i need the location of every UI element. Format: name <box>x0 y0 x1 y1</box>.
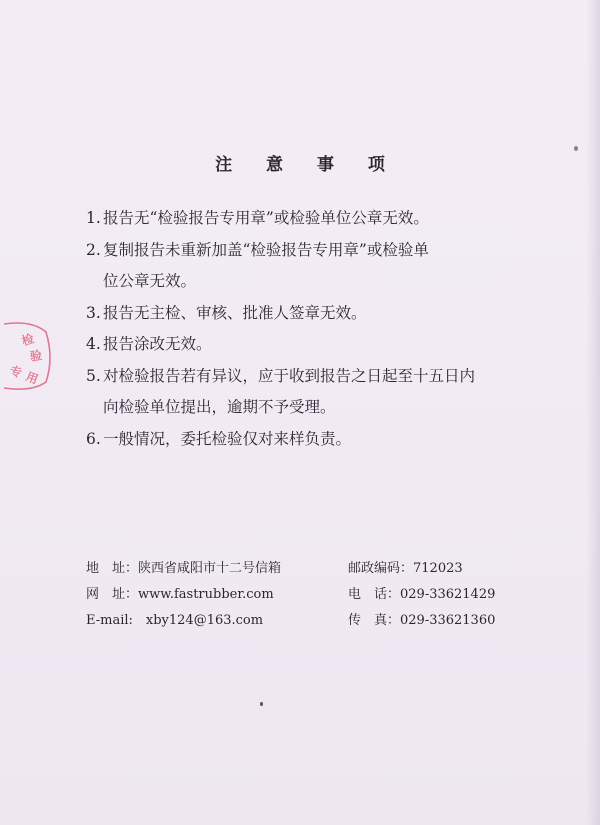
list-item <box>86 361 506 424</box>
list-item <box>86 424 506 456</box>
email-text: E-mail: xby124@163.com <box>86 613 264 628</box>
svg-text:专: 专 <box>8 364 24 380</box>
note-text: 报告无“检验报告专用章”或检验单位公章无效。 <box>103 209 429 227</box>
fax-text: 传 真：029-33621360 <box>348 613 496 628</box>
website-text: 网 址：www.fastrubber.com <box>86 587 274 602</box>
note-text: 复制报告未重新加盖“检验报告专用章”或检验单 位公章无效。 <box>103 240 429 290</box>
contact-row <box>86 582 526 608</box>
notes-list <box>86 203 506 455</box>
list-item <box>86 203 506 235</box>
contact-row <box>86 556 526 582</box>
note-text: 报告涂改无效。 <box>103 335 212 353</box>
postcode-text: 邮政编码：712023 <box>348 561 463 576</box>
list-item <box>86 298 506 330</box>
address-text: 地 址：陕西省咸阳市十二号信箱 <box>86 561 282 576</box>
note-number: 2. <box>86 240 101 259</box>
note-text: 对检验报告若有异议，应于收到报告之日起至十五日内 向检验单位提出，逾期不予受理。 <box>103 366 476 416</box>
paper-speck <box>260 702 263 706</box>
note-number: 3. <box>86 303 101 322</box>
note-text: 一般情况，委托检验仅对来样负责。 <box>103 429 352 448</box>
svg-text:检: 检 <box>20 331 36 349</box>
page-title: 注 意 事 项 <box>215 155 399 175</box>
note-number: 5. <box>86 366 101 385</box>
note-text: 报告无主检、审核、批准人签章无效。 <box>103 303 367 322</box>
svg-text:验: 验 <box>29 348 43 364</box>
red-seal-stamp <box>2 318 56 394</box>
contact-row <box>86 608 526 634</box>
note-number: 4. <box>86 335 101 353</box>
svg-text:用: 用 <box>23 369 41 387</box>
page-edge-shadow <box>586 0 600 825</box>
list-item <box>86 329 506 361</box>
list-item <box>86 235 506 298</box>
note-number: 6. <box>86 429 101 448</box>
note-number: 1. <box>86 209 101 227</box>
paper-speck <box>574 146 578 151</box>
contact-info <box>86 556 526 634</box>
phone-text: 电 话：029-33621429 <box>348 587 496 602</box>
